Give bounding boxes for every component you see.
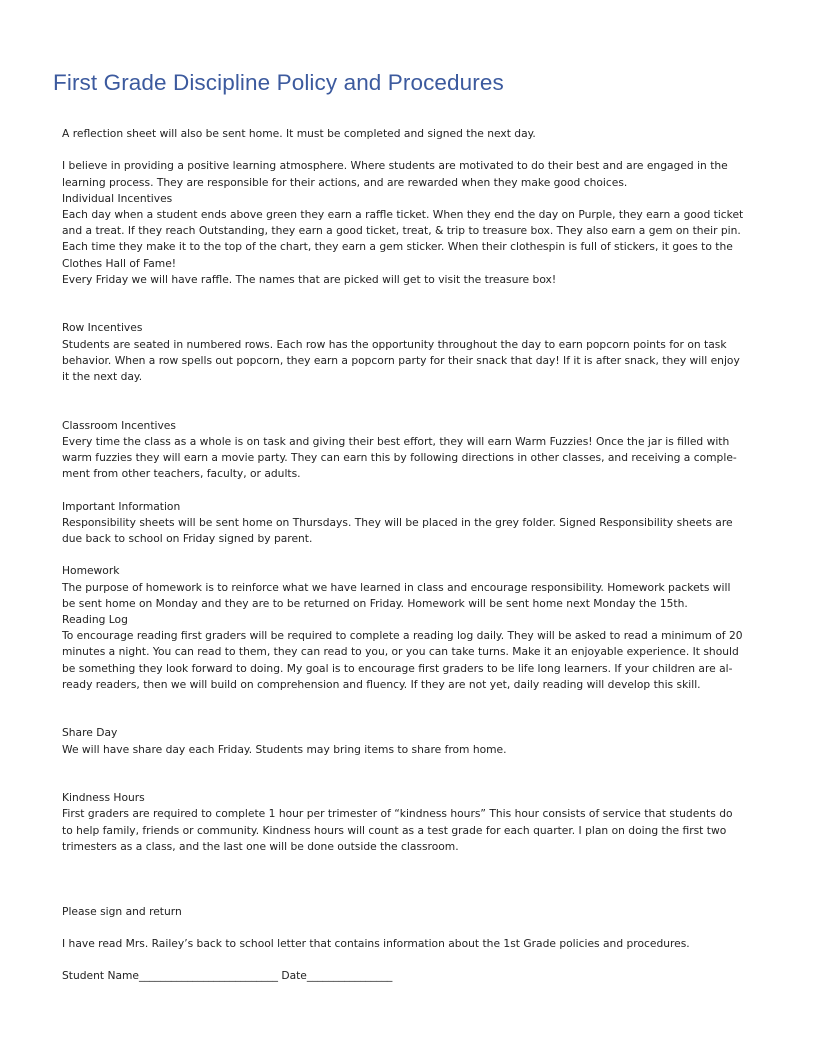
row-incentives-line: behavior. When a row spells out popcorn, they earn a popcorn party for their snack that day! If it is after snack, they will enjoy [62,353,740,367]
individual-incentives-line: Clothes Hall of Fame! [62,256,177,270]
page-title: First Grade Discipline Policy and Procedures [53,70,504,95]
share-day-line: We will have share day each Friday. Students may bring items to share from home. [62,742,507,756]
kindness-hours-line: First graders are required to complete 1 hour per trimester of “kindness hours” This hour consists of service that students do [62,807,733,821]
share-day-heading: Share Day [62,726,118,740]
homework-line: The purpose of homework is to reinforce what we have learned in class and encourage responsibility. Homework packets will [62,580,731,594]
reading-log-line: ready readers, then we will build on comprehension and fluency. If they are not yet, daily reading will develop this skill. [62,677,701,691]
reading-log-line: be something they look forward to doing. My goal is to encourage first graders to be life long learners. If your children are al- [62,661,733,675]
individual-incentives-line: Each day when a student ends above green they earn a raffle ticket. When they end the day on Purple, they earn a good ticket [62,208,744,221]
row-incentives-line: Students are seated in numbered rows. Each row has the opportunity throughout the day to earn popcorn points for on task [62,337,727,351]
individual-incentives-line: Every Friday we will have raffle. The names that are picked will get to visit the treasure box! [62,272,557,286]
acknowledgement-statement: I have read Mrs. Railey’s back to school letter that contains information about the 1st Grade policies and procedures. [62,936,690,950]
kindness-hours-heading: Kindness Hours [62,791,145,805]
sign-instruction: Please sign and return [62,904,182,918]
reading-log-line: To encourage reading first graders will be required to complete a reading log daily. They will be asked to read a minimum of 20 [62,629,743,643]
reading-log-line: minutes a night. You can read to them, they can read to you, or you can take turns. Make it an enjoyable experience. It should [62,645,739,659]
row-incentives-line: it the next day. [62,370,143,383]
individual-incentives-line: Each time they make it to the top of the chart, they earn a gem sticker. When their clothespin is full of stickers, it goes to the [62,240,733,254]
philosophy-line: learning process. They are responsible for their actions, and are rewarded when they make good choices. [62,175,628,189]
philosophy-line: I believe in providing a positive learning atmosphere. Where students are motivated to do their best and are engaged in the [62,159,728,173]
document-body [62,126,762,985]
classroom-incentives-line: ment from other teachers, faculty, or adults. [62,467,301,481]
row-incentives-heading: Row Incentives [62,321,143,335]
intro-line: A reflection sheet will also be sent home. It must be completed and signed the next day. [62,127,536,140]
individual-incentives-line: and a treat. If they reach Outstanding, they earn a good ticket, treat, & trip to treasure box. They also earn a gem on their pin. [62,224,741,238]
classroom-incentives-line: warm fuzzies they will earn a movie party. They can earn this by following directions in other classes, and receiving a comple- [62,450,737,464]
important-information-heading: Important Information [62,499,181,513]
important-information-line: due back to school on Friday signed by parent. [62,531,313,545]
kindness-hours-line: trimesters as a class, and the last one will be done outside the classroom. [62,839,459,853]
signature-line: Student Name__________________________ Date________________ [62,969,393,983]
homework-line: be sent home on Monday and they are to be returned on Friday. Homework will be sent home next Monday the 15th. [62,596,688,610]
classroom-incentives-line: Every time the class as a whole is on task and giving their best effort, they will earn Warm Fuzzies! Once the jar is filled with [62,434,730,448]
kindness-hours-line: to help family, friends or community. Kindness hours will count as a test grade for each quarter. I plan on doing the first two [62,823,727,837]
classroom-incentives-heading: Classroom Incentives [62,418,176,432]
reading-log-heading: Reading Log [62,612,128,626]
homework-heading: Homework [62,564,120,578]
important-information-line: Responsibility sheets will be sent home on Thursdays. They will be placed in the grey folder. Signed Responsibility sheets are [62,515,733,529]
individual-incentives-heading: Individual Incentives [62,191,173,205]
